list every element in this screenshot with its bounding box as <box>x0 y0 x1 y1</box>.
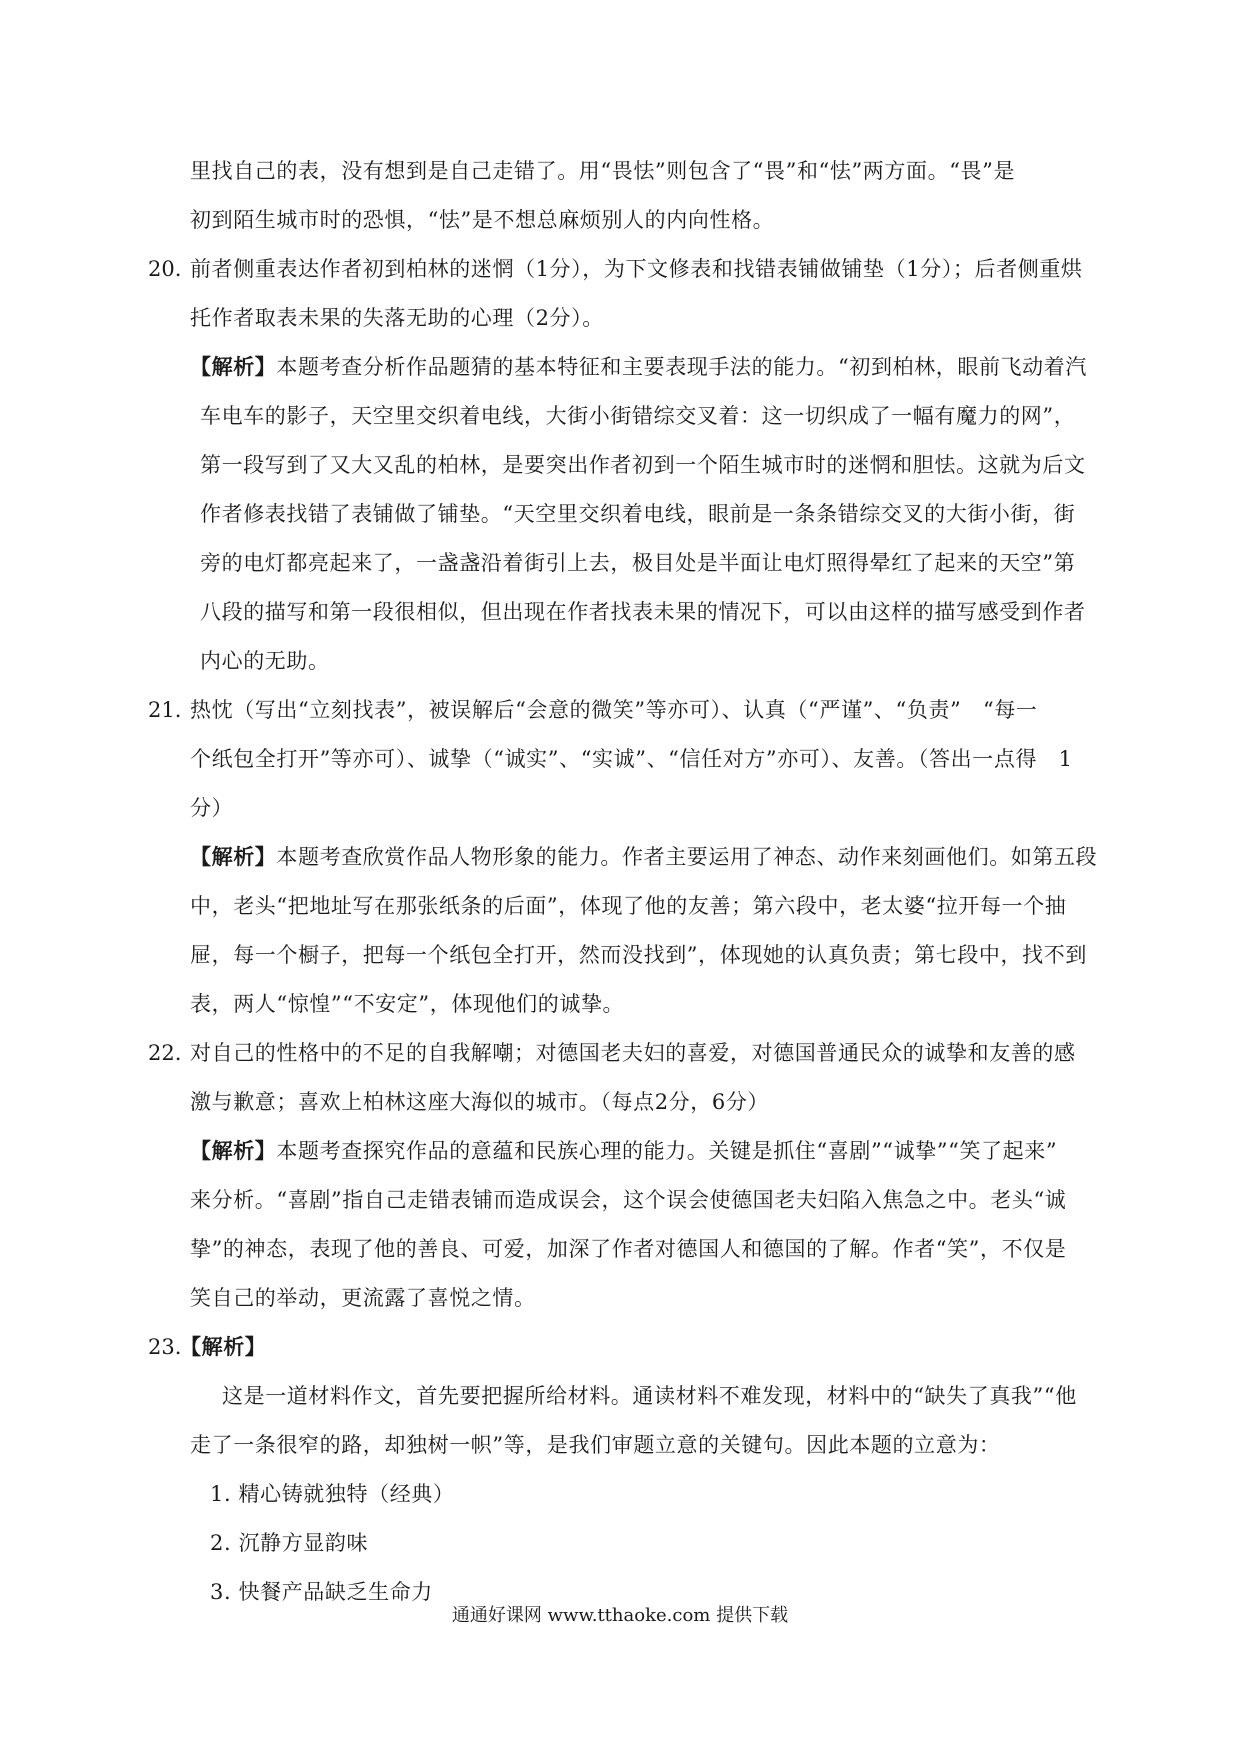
q20-analysis-line-2: 车电车的影子，天空里交织着电线，大街小街错综交叉着：这一切织成了一幅有魔力的网”， <box>200 404 1076 428</box>
intro-line-2: 初到陌生城市时的恐惧，“怯”是不想总麻烦别人的内向性格。 <box>190 208 775 232</box>
q22-analysis-tag: 【解析】 <box>190 1138 277 1163</box>
intro-line-1: 里找自己的表，没有想到是自己走错了。用“畏怯”则包含了“畏”和“怯”两方面。“畏”是 <box>190 159 1016 183</box>
q20-analysis-line-7: 内心的无助。 <box>200 649 330 673</box>
q22-answer-line-1: 对自己的性格中的不足的自我解嘲；对德国老夫妇的喜爱，对德国普通民众的诚挚和友善的感 <box>190 1041 1076 1065</box>
page-footer: 通通好课网 www.tthaoke.com 提供下载 <box>451 1605 789 1626</box>
q20-answer-line-2: 托作者取表未果的失落无助的心理（2分）。 <box>190 306 604 330</box>
q23-item-3: 3. 快餐产品缺乏生命力 <box>210 1580 433 1604</box>
q21-analysis-tag: 【解析】 <box>190 844 277 869</box>
q22-analysis-line-2: 来分析。“喜剧”指自己走错表铺而造成误会，这个误会使德国老夫妇陷入焦急之中。老头“诚 <box>190 1188 1067 1212</box>
q21-answer-line-3: 分） <box>190 796 234 820</box>
q21-answer-line-1: 热忱（写出“立刻找表”，被误解后“会意的微笑”等亦可）、认真（“严谨”、“负责” “每一 <box>190 698 1038 722</box>
q20-answer-line-1: 前者侧重表达作者初到柏林的迷惘（1分），为下文修表和找错表铺做铺垫（1分）；后者侧重烘 <box>190 257 1083 281</box>
q20-analysis-line-4: 作者修表找错了表铺做了铺垫。“天空里交织着电线，眼前是一条条错综交叉的大街小街，街 <box>200 502 1076 526</box>
q21-analysis-line-1 <box>190 842 1097 872</box>
q22-analysis-line-4: 笑自己的举动，更流露了喜悦之情。 <box>190 1286 536 1310</box>
q22-analysis-text-1: 本题考查探究作品的意蕴和民族心理的能力。关键是抓住“喜剧”“诚挚”“笑了起来” <box>276 1139 1058 1163</box>
q21-analysis-line-4: 表，两人“惊惶”“不安定”，体现他们的诚挚。 <box>190 992 625 1016</box>
q22-number: 22. <box>148 1041 182 1065</box>
q21-number: 21. <box>148 698 182 722</box>
q23-paragraph-line-1: 这是一道材料作文，首先要把握所给材料。通读材料不难发现，材料中的“缺失了真我”“他 <box>222 1384 1077 1408</box>
q20-analysis-tag: 【解析】 <box>190 354 277 379</box>
q23-item-1: 1. 精心铸就独特（经典） <box>210 1482 455 1506</box>
q21-answer-line-2: 个纸包全打开”等亦可）、诚挚（“诚实”、“实诚”、“信任对方”亦可）、友善。（答出一点得 1 <box>190 747 1073 771</box>
q20-analysis-line-6: 八段的描写和第一段很相似，但出现在作者找表未果的情况下，可以由这样的描写感受到作者 <box>200 600 1086 624</box>
q20-analysis-text-1: 本题考查分析作品题猜的基本特征和主要表现手法的能力。“初到柏林，眼前飞动着汽 <box>276 355 1087 379</box>
q21-analysis-line-3: 屉，每一个橱子，把每一个纸包全打开，然而没找到”，体现她的认真负责；第七段中，找不到 <box>190 943 1087 967</box>
q23-number: 23. <box>148 1335 182 1359</box>
q22-analysis-line-1 <box>190 1136 1057 1166</box>
q21-analysis-text-1: 本题考查欣赏作品人物形象的能力。作者主要运用了神态、动作来刻画他们。如第五段 <box>276 845 1098 869</box>
q20-analysis-line-3: 第一段写到了又大又乱的柏林，是要突出作者初到一个陌生城市时的迷惘和胆怯。这就为后文 <box>200 453 1086 477</box>
q22-analysis-line-3: 挚”的神态，表现了他的善良、可爱，加深了作者对德国人和德国的了解。作者“笑”，不仅是 <box>190 1237 1067 1261</box>
q23-analysis-tag: 【解析】 <box>180 1334 267 1359</box>
q20-number: 20. <box>148 257 182 281</box>
q21-analysis-line-2: 中，老头“把地址写在那张纸条的后面”，体现了他的友善；第六段中，老太婆“拉开每一个抽 <box>190 894 1067 918</box>
q20-analysis-line-5: 旁的电灯都亮起来了，一盏盏沿着街引上去，极目处是半面让电灯照得晕红了起来的天空”第 <box>200 551 1076 575</box>
q23-paragraph-line-2: 走了一条很窄的路，却独树一帜”等，是我们审题立意的关键句。因此本题的立意为： <box>190 1433 1001 1457</box>
q23-item-2: 2. 沉静方显韵味 <box>210 1531 369 1555</box>
q20-analysis-line-1 <box>190 352 1087 382</box>
q22-answer-line-2: 激与歉意；喜欢上柏林这座大海似的城市。（每点2分，6分） <box>190 1090 770 1114</box>
